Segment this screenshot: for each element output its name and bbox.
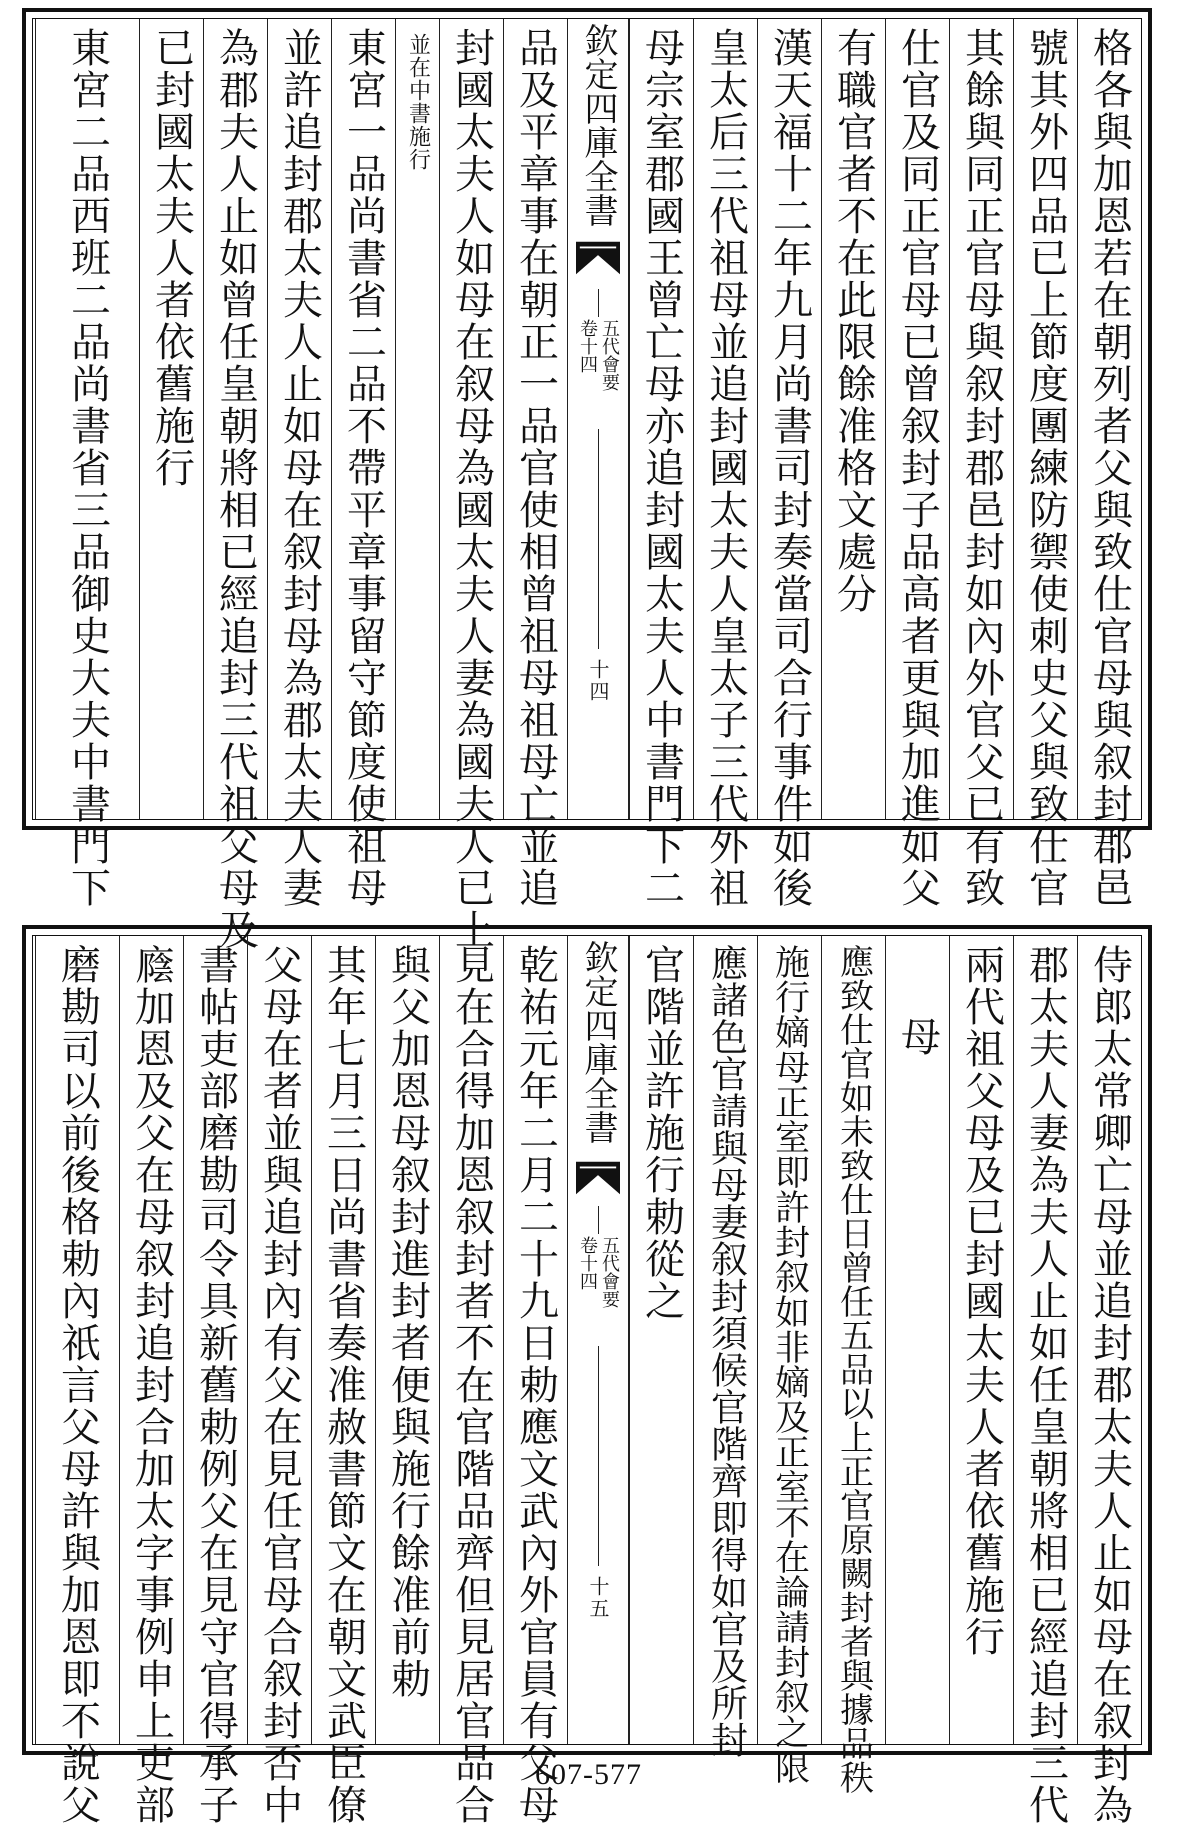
text-column [439,19,503,951]
text-column [503,936,567,1826]
column-text: 應諸色官請與母妻叙封須候官階齊即得如官及所封 [704,944,748,1758]
text-column [693,19,757,909]
text-column [949,19,1013,909]
volume-label: 卷十四 [577,1236,598,1290]
center-subtitle [568,319,628,391]
text-column [1013,936,1077,1826]
column-text: 書帖吏部磨勘司令具新舊勅例父在見守官得承子 [192,944,239,1826]
column-text: 乾祐元年二月二十九日勅應文武內外官員有父母 [512,944,559,1826]
fish-tail-mark [576,241,620,275]
column-text: 郡太夫人妻為夫人止如任皇朝將相已經追封三代 [1022,944,1069,1826]
column-text: 母 [894,1016,941,1058]
column-text: 封國太夫人如母在叙母為國太夫人妻為國夫人已上 [448,27,495,951]
column-text: 仕官及同正官母已曾叙封子品高者更與加進如父 [894,27,941,909]
column-text: 並許追封郡太夫人止如母在叙封母為郡太夫人妻 [276,27,323,909]
text-column [757,19,821,909]
center-page-number [568,659,628,703]
column-text: 應致仕官如未致仕日曾任五品以上正官原闕封者與據品秩 [833,944,874,1794]
page-reference: 607-577 [535,1758,642,1791]
text-column [949,936,1013,1744]
text-column [821,19,885,819]
column-text: 其年七月三日尚書省奏准赦書節文在朝文武臣僚 [320,944,367,1826]
top-page-frame [22,8,1152,951]
text-column [119,936,183,1826]
text-column [439,936,503,1826]
column-text: 為郡夫人止如曾任皇朝將相已經追封三代祖父母及 [212,27,259,951]
text-column [503,19,567,909]
column-text: 父母在者並與追封內有父在見任官母合叙封否中 [256,944,303,1826]
column-text: 官階並許施行勅從之 [638,944,685,1322]
fish-tail-mark [576,1161,620,1195]
text-column [203,19,267,951]
top-page-inner-frame [32,18,1142,951]
annotation-text: 並在中書施行 [405,33,431,171]
column-text: 侍郎太常卿亡母並追封郡太夫人止如母在叙封為 [1086,944,1133,1826]
text-column [1077,19,1141,909]
book-name: 五代會要 [599,319,620,391]
text-column [1013,19,1077,909]
text-column [35,936,119,1826]
column-text: 兩代祖父母及已封國太夫人者依舊施行 [958,944,1005,1658]
column-text: 已封國太夫人者依舊施行 [148,27,195,489]
column-text: 皇太后三代祖母並追封國太夫人皇太子三代外祖 [702,27,749,909]
text-column [821,936,885,1794]
column-text: 廕加恩及父在母叙封追封合加太字事例申上吏部 [128,944,175,1826]
text-column [247,936,311,1826]
center-title-text: 欽定四庫全書 [578,940,618,1144]
text-column [885,19,949,909]
column-text: 號其外四品已上節度團練防禦使刺史父與致仕官 [1022,27,1069,909]
text-column [35,19,139,909]
text-column [1077,936,1141,1826]
center-rule [598,429,599,649]
center-rule [598,1206,599,1234]
text-column [139,19,203,819]
text-column [693,936,757,1758]
text-column [267,19,331,909]
volume-label: 卷十四 [577,319,598,373]
text-column [331,19,395,909]
annotation-column [395,19,439,819]
text-column [885,936,949,1744]
column-text: 其餘與同正官母與叙封郡邑封如內外官父已有致 [958,27,1005,909]
page-number: 十五 [586,1576,610,1620]
book-name: 五代會要 [599,1236,620,1308]
center-title-text: 欽定四庫全書 [578,23,618,227]
center-title [568,940,628,1144]
column-text: 與父加恩母叙封進封者便與施行餘准前勅 [384,944,431,1700]
fish-tail-icon [576,1161,620,1195]
column-text: 東宮一品尚書省二品不帶平章事留守節度使祖母 [340,27,387,909]
center-rule [598,289,599,317]
column-text: 東宮二品西班二品尚書省三品御史大夫中書門下 [64,27,111,909]
column-text: 格各與加恩若在朝列者父與致仕官母與叙封郡邑 [1086,27,1133,909]
page-number: 十四 [586,659,610,703]
center-page-number [568,1576,628,1620]
center-fold-column [567,936,629,1744]
text-column [183,936,247,1826]
column-text: 磨勘司以前後格勅內祇言父母許與加恩即不說父 [54,944,101,1826]
text-column [629,936,693,1744]
text-column [311,936,375,1826]
column-text: 品及平章事在朝正一品官使相曾祖母祖母亡並追 [512,27,559,909]
column-text: 母宗室郡國王曾亡母亦追封國太夫人中書門下二 [638,27,685,909]
column-text: 見在合得加恩叙封者不在官階品齊但見居官品合 [448,944,495,1826]
column-text: 施行嫡母正室即許封叙如非嫡及正室不在論請封叙之限 [769,944,810,1784]
fish-tail-icon [576,241,620,275]
column-text: 漢天福十二年九月尚書司封奏當司合行事件如後 [766,27,813,909]
column-text: 有職官者不在此限餘准格文處分 [830,27,877,615]
center-subtitle [568,1236,628,1308]
center-title [568,23,628,227]
text-column [375,936,439,1744]
text-column [757,936,821,1784]
text-column [629,19,693,909]
center-fold-column [567,19,629,819]
center-rule [598,1346,599,1566]
